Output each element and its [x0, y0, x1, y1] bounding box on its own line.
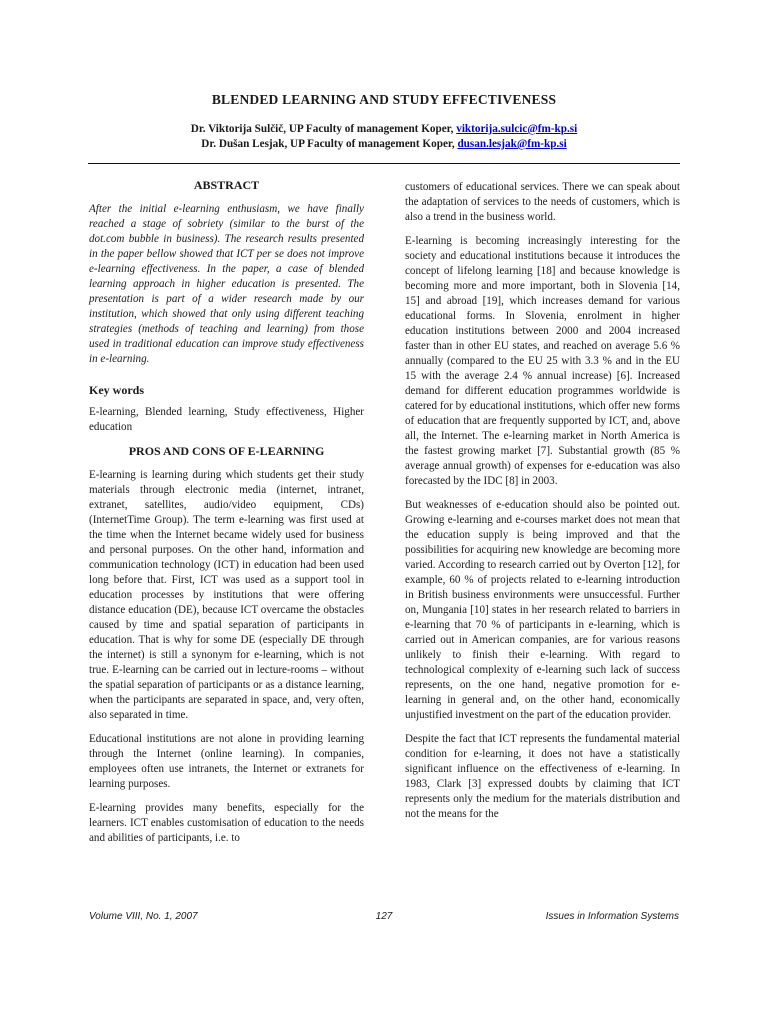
keywords-heading: Key words — [89, 383, 144, 397]
paper-title: BLENDED LEARNING AND STUDY EFFECTIVENESS — [211, 92, 557, 107]
body-paragraph: customers of educational services. There we can speak about the adaptation of services to the needs of customers, which is also a trend in the business world. — [405, 181, 680, 223]
section-heading-pros-cons: PROS AND CONS OF E-LEARNING — [128, 444, 325, 458]
page-footer — [89, 911, 679, 925]
body-paragraph: E-learning is learning during which students get their study materials through electronic media (internet, intranet, extranet, satellites, audio/video equipment, CDs) (InternetTime Group). The term e-learning was first used at the time when the Internet became widely used for business and personal purposes. On the other hand, information and communication technology (ICT) in education had been used long before that. First, ICT was used as a support tool in education processes by institutions that were offering distance education (DE), because ICT overcame the obstacles caused by time and spatial separation of participants in education. That is why for some DE (especially DE through the internet) is still a synonym for e-learning, which is not true. E-learning can be carried out in lecture-rooms – without the spatial separation of participants or as a distance learning, when the participants are separated in space, and, very often, also separated in time. — [89, 469, 364, 721]
left-column — [89, 178, 364, 855]
body-paragraph: E-learning is becoming increasingly interesting for the society and educational institutions because it introduces the concept of lifelong learning [18] and because knowledge is becoming more and more important, both in Slovenia [14, 15] and abroad [19], which increases demand for various educational forms. In Slovenia, enrolment in higher education institutions between 2000 and 2004 increased faster than in other EU states, and reached on average 5.6 % annually (compared to the EU 25 with 3.3 % and in the EU 15 with the average 2.4 % annual increase) [6]. Increased demand for different education programmes worldwide is catered for by educational institutions, which offer new forms of education that are frequently supported by ICT, and, above all, the Internet. The e-learning market in North America is the fastest growing market [7]. Substantial growth (85 % average annual growth) of expenses for e-education was also forecasted by the IDC [8] in 2003. — [405, 235, 680, 487]
author-1-affiliation: Dr. Viktorija Sulčič, UP Faculty of management Koper, — [190, 123, 457, 135]
body-paragraph: Educational institutions are not alone in providing learning through the Internet (online learning). In companies, employees often use intranets, the Internet or extranets for learning purposes. — [89, 733, 364, 790]
author-2-affiliation: Dr. Dušan Lesjak, UP Faculty of management Koper, — [201, 138, 458, 150]
right-column — [405, 180, 680, 831]
body-paragraph: But weaknesses of e-education should also be pointed out. Growing e-learning and e-courses market does not mean that the education supply is being improved and that the possibilities for acquiring new knowledge are becoming more varied. According to research carried out by Overton [12], for example, 60 % of projects related to e-learning introduction in British business environments were unsuccessful. Further on, Mungania [10] states in her research related to barriers in e-learning that 70 % of participants in e-learning, which is carried out in American companies, are for various reasons unlikely to finish their e-learning. With regard to technological complexity of e-learning such lack of success represents, on the one hand, negative promotion for e-learning in general and, on the other hand, economically unjustified investment on the part of the education provider. — [405, 499, 680, 721]
header-divider — [88, 163, 680, 164]
footer-volume: Volume VIII, No. 1, 2007 — [89, 911, 198, 922]
abstract-text: After the initial e-learning enthusiasm, we have finally reached a stage of sobriety (similar to the burst of the dot.com bubble in business). The research results presented in the paper bellow showed that ICT per se does not improve e-learning effectiveness. In the paper, a case of blended learning approach in higher education is presented. The presentation is part of a wider research made by our institution, which showed that only using different teaching strategies (methods of teaching and learning) from those used in traditional education can improve study effectiveness in e-learning. — [89, 203, 364, 365]
author-line-2 — [0, 137, 768, 152]
footer-journal: Issues in Information Systems — [545, 911, 679, 922]
abstract-heading: ABSTRACT — [193, 178, 260, 192]
body-paragraph: E-learning provides many benefits, especially for the learners. ICT enables customisation of education to the needs and abilities of participants, i.e. to — [89, 802, 364, 844]
body-paragraph: Despite the fact that ICT represents the fundamental material condition for e-learning, it does not have a statistically significant influence on the effectiveness of e-learning. In 1983, Clark [3] expressed doubts by claiming that ICT represents only the medium for the materials distribution and not the means for the — [405, 733, 680, 820]
author-line-1 — [0, 122, 768, 137]
footer-page-number: 127 — [375, 911, 393, 922]
author-block — [0, 122, 768, 152]
author-1-email-link[interactable]: viktorija.sulcic@fm-kp.si — [456, 123, 578, 135]
author-2-email-link[interactable]: dusan.lesjak@fm-kp.si — [457, 138, 567, 150]
keywords-text: E-learning, Blended learning, Study effectiveness, Higher education — [89, 406, 364, 433]
